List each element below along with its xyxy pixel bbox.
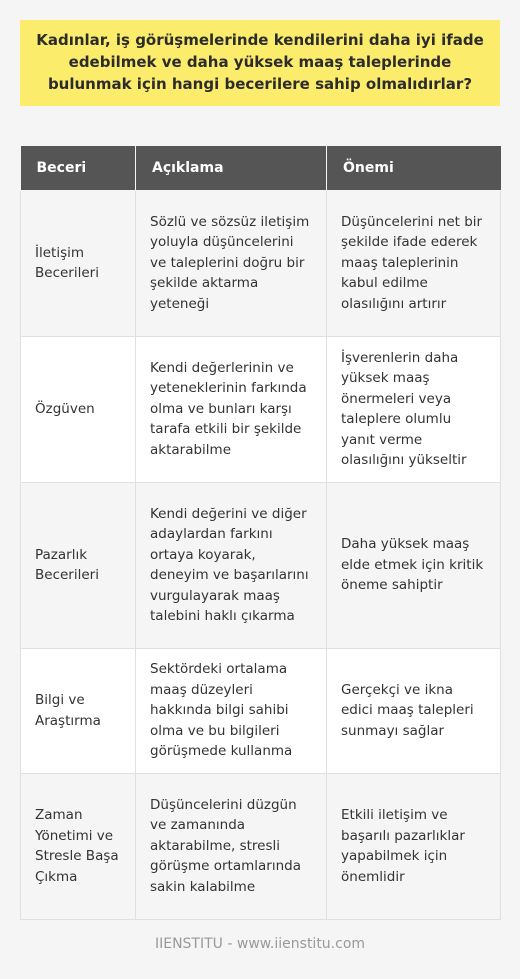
table-row xyxy=(21,773,501,919)
importance-cell: Etkili iletişim ve başarılı pazarlıklar yapabilmek için önemlidir xyxy=(327,773,501,919)
footer-credit: IIENSTITU - www.iienstitu.com xyxy=(154,936,366,952)
importance-cell: Gerçekçi ve ikna edici maaş talepleri sunmayı sağlar xyxy=(327,648,501,773)
description-cell: Kendi değerlerinin ve yeteneklerinin farkında olma ve bunları karşı tarafa etkili bir şekilde aktarabilme xyxy=(136,336,327,482)
skills-table xyxy=(20,146,501,920)
importance-cell: Daha yüksek maaş elde etmek için kritik öneme sahiptir xyxy=(327,482,501,648)
table-row xyxy=(21,482,501,648)
importance-cell: İşverenlerin daha yüksek maaş önermeleri veya taleplere olumlu yanıt verme olasılığını yükseltir xyxy=(327,336,501,482)
table-row xyxy=(21,190,501,336)
table-row xyxy=(21,336,501,482)
skill-cell: Pazarlık Becerileri xyxy=(21,482,136,648)
description-cell: Düşüncelerini düzgün ve zamanında aktarabilme, stresli görüşme ortamlarında sakin kalabilme xyxy=(136,773,327,919)
table-row xyxy=(21,648,501,773)
page-title: Kadınlar, iş görüşmelerinde kendilerini daha iyi ifade edebilmek ve daha yüksek maaş taleplerinde bulunmak için hangi becerilere sahip olmalıdırlar? xyxy=(20,20,500,106)
table-header-row xyxy=(21,146,501,190)
description-cell: Kendi değerini ve diğer adaylardan farkını ortaya koyarak, deneyim ve başarılarını vurgulayarak maaş talebini haklı çıkarma xyxy=(136,482,327,648)
importance-cell: Düşüncelerini net bir şekilde ifade ederek maaş taleplerinin kabul edilme olasılığını artırır xyxy=(327,190,501,336)
header-description: Açıklama xyxy=(136,146,327,190)
description-cell: Sektördeki ortalama maaş düzeyleri hakkında bilgi sahibi olma ve bu bilgileri görüşmede kullanma xyxy=(136,648,327,773)
skill-cell: Özgüven xyxy=(21,336,136,482)
skill-cell: Bilgi ve Araştırma xyxy=(21,648,136,773)
skill-cell: İletişim Becerileri xyxy=(21,190,136,336)
description-cell: Sözlü ve sözsüz iletişim yoluyla düşüncelerini ve taleplerini doğru bir şekilde aktarma yeteneği xyxy=(136,190,327,336)
header-importance: Önemi xyxy=(327,146,501,190)
skill-cell: Zaman Yönetimi ve Stresle Başa Çıkma xyxy=(21,773,136,919)
header-skill: Beceri xyxy=(21,146,136,190)
